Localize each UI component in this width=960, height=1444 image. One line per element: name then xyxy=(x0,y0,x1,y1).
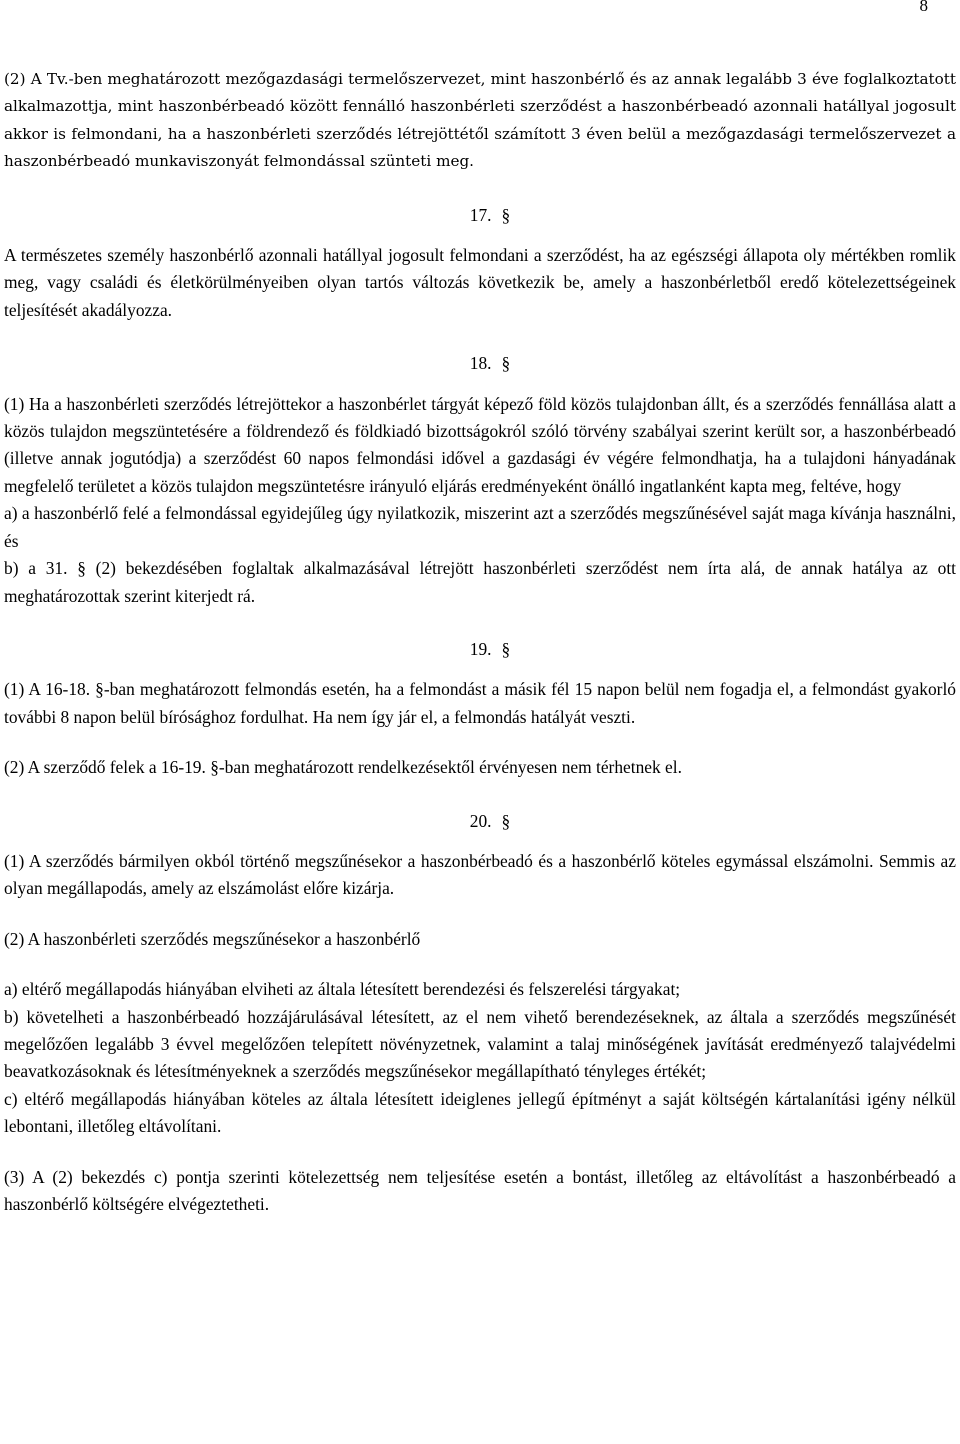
section-sign: § xyxy=(501,204,511,225)
spacer xyxy=(4,324,956,350)
paragraph: (1) A 16-18. §-ban meghatározott felmondás esetén, ha a felmondást a másik fél 15 napon belül nem fogadja el, a felmondást gyakorló további 8 napon belül bírósághoz fordulhat. Ha nem így jár el, a felmondás hatályát veszti. xyxy=(4,679,956,727)
paragraph: (1) Ha a haszonbérleti szerződés létrejöttekor a haszonbérlet tárgyát képező föld közös tulajdonban állt, és a szerződés fennállása alatt a közös tulajdon megszüntetésére a földrendező és földkiadó bizottságokról szóló törvény szabályai szerint került sor, a haszonbérbeadó (illetve annak jogutódja) a szerződést 60 napos felmondási idővel a gazdasági év végére felmondhatja, ha a tulajdoni hányadának megfelelő területet a közös tulajdon megszüntetésre irányuló eljárás eredményeként önálló ingatlanként kapta meg, feltéve, hogy xyxy=(4,393,956,496)
spacer xyxy=(4,229,956,242)
section-heading xyxy=(4,350,956,377)
spacer xyxy=(4,378,956,391)
paragraph: c) eltérő megállapodás hiányában köteles az általa létesített ideiglenes jellegű építményt a saját költségén kártalanítási igény nélkül lebontani, illetőleg eltávolítani. xyxy=(4,1088,956,1137)
section-sign: § xyxy=(501,810,511,831)
paragraph: (2) A Tv.-ben meghatározott mezőgazdasági termelőszervezet, mint haszonbérlő és az annak legalább 3 éve foglalkoztatott alkalmazottja, mint haszonbérbeadó között fennálló haszonbérleti szerződést a haszonbérbeadó azonnali hatállyal jogosult akkor is felmondani, ha a haszonbérleti szerződés létrejöttétől számított 3 éven belül a mezőgazdasági termelőszervezet a haszonbérbeadó munkaviszonyát felmondással szünteti meg. xyxy=(4,70,956,171)
spacer xyxy=(4,1141,956,1164)
paragraph: a) eltérő megállapodás hiányában elviheti az általa létesített berendezési és felszerelési tárgyakat; xyxy=(4,979,681,1000)
section-sign: § xyxy=(501,353,511,374)
paragraph: (3) A (2) bekezdés c) pontja szerinti kötelezettség nem teljesítése esetén a bontást, illetőleg az eltávolítást a haszonbérbeadó a haszonbérlő költségére elvégeztetheti. xyxy=(4,1166,956,1214)
section-number: 18. xyxy=(469,353,492,374)
document-body xyxy=(4,66,956,1218)
spacer xyxy=(4,835,956,848)
spacer xyxy=(4,610,956,636)
paragraph: (2) A haszonbérleti szerződés megszűnésekor a haszonbérlő xyxy=(4,928,421,949)
section-number: 17. xyxy=(469,204,492,225)
page-number: 8 xyxy=(919,0,928,15)
paragraph: (2) A szerződő felek a 16-19. §-ban meghatározott rendelkezésektől érvényesen nem térhetnek el. xyxy=(4,757,682,778)
section-heading xyxy=(4,808,956,835)
spacer xyxy=(4,663,956,676)
paragraph: (1) A szerződés bármilyen okból történő megszűnésekor a haszonbérbeadó és a haszonbérlő köteles egymással elszámolni. Semmis az olyan megállapodás, amely az elszámolást előre kizárja. xyxy=(4,850,956,899)
section-number: 19. xyxy=(469,638,492,659)
spacer xyxy=(4,953,956,976)
paragraph: b) a 31. § (2) bekezdésében foglaltak alkalmazásával létrejött haszonbérleti szerződést nem írta alá, de annak hatálya az ott meghatározottak szerint kiterjedt rá. xyxy=(4,558,956,606)
section-heading xyxy=(4,202,956,229)
spacer xyxy=(4,782,956,808)
spacer xyxy=(4,903,956,926)
section-number: 20. xyxy=(469,810,492,831)
section-sign: § xyxy=(501,638,511,659)
paragraph: a) a haszonbérlő felé a felmondással egyidejűleg úgy nyilatkozik, miszerint azt a szerződés megszűnésével saját maga kívánja használni, és xyxy=(4,503,956,551)
spacer xyxy=(4,176,956,202)
section-heading xyxy=(4,636,956,663)
paragraph: A természetes személy haszonbérlő azonnali hatállyal jogosult felmondani a szerződést, ha az egészségi állapota oly mértékben romlik meg, vagy családi és életkörülményeiben olyan tartós változás következik be, amely a haszonbérletből eredő kötelezettségeinek teljesítését akadályozza. xyxy=(4,245,956,320)
spacer xyxy=(4,731,956,754)
paragraph: b) követelheti a haszonbérbeadó hozzájárulásával létesített, az el nem vihető berendezéseknek, az általa a szerződés megszűnését megelőzően legalább 3 évvel megelőzően telepített növényzetnek, valamint a talaj minőségének javítását eredményező talajvédelmi beavatkozásoknak és létesítményeknek a szerződés megszűnésekor megállapítható tényleges értékét; xyxy=(4,1006,956,1082)
